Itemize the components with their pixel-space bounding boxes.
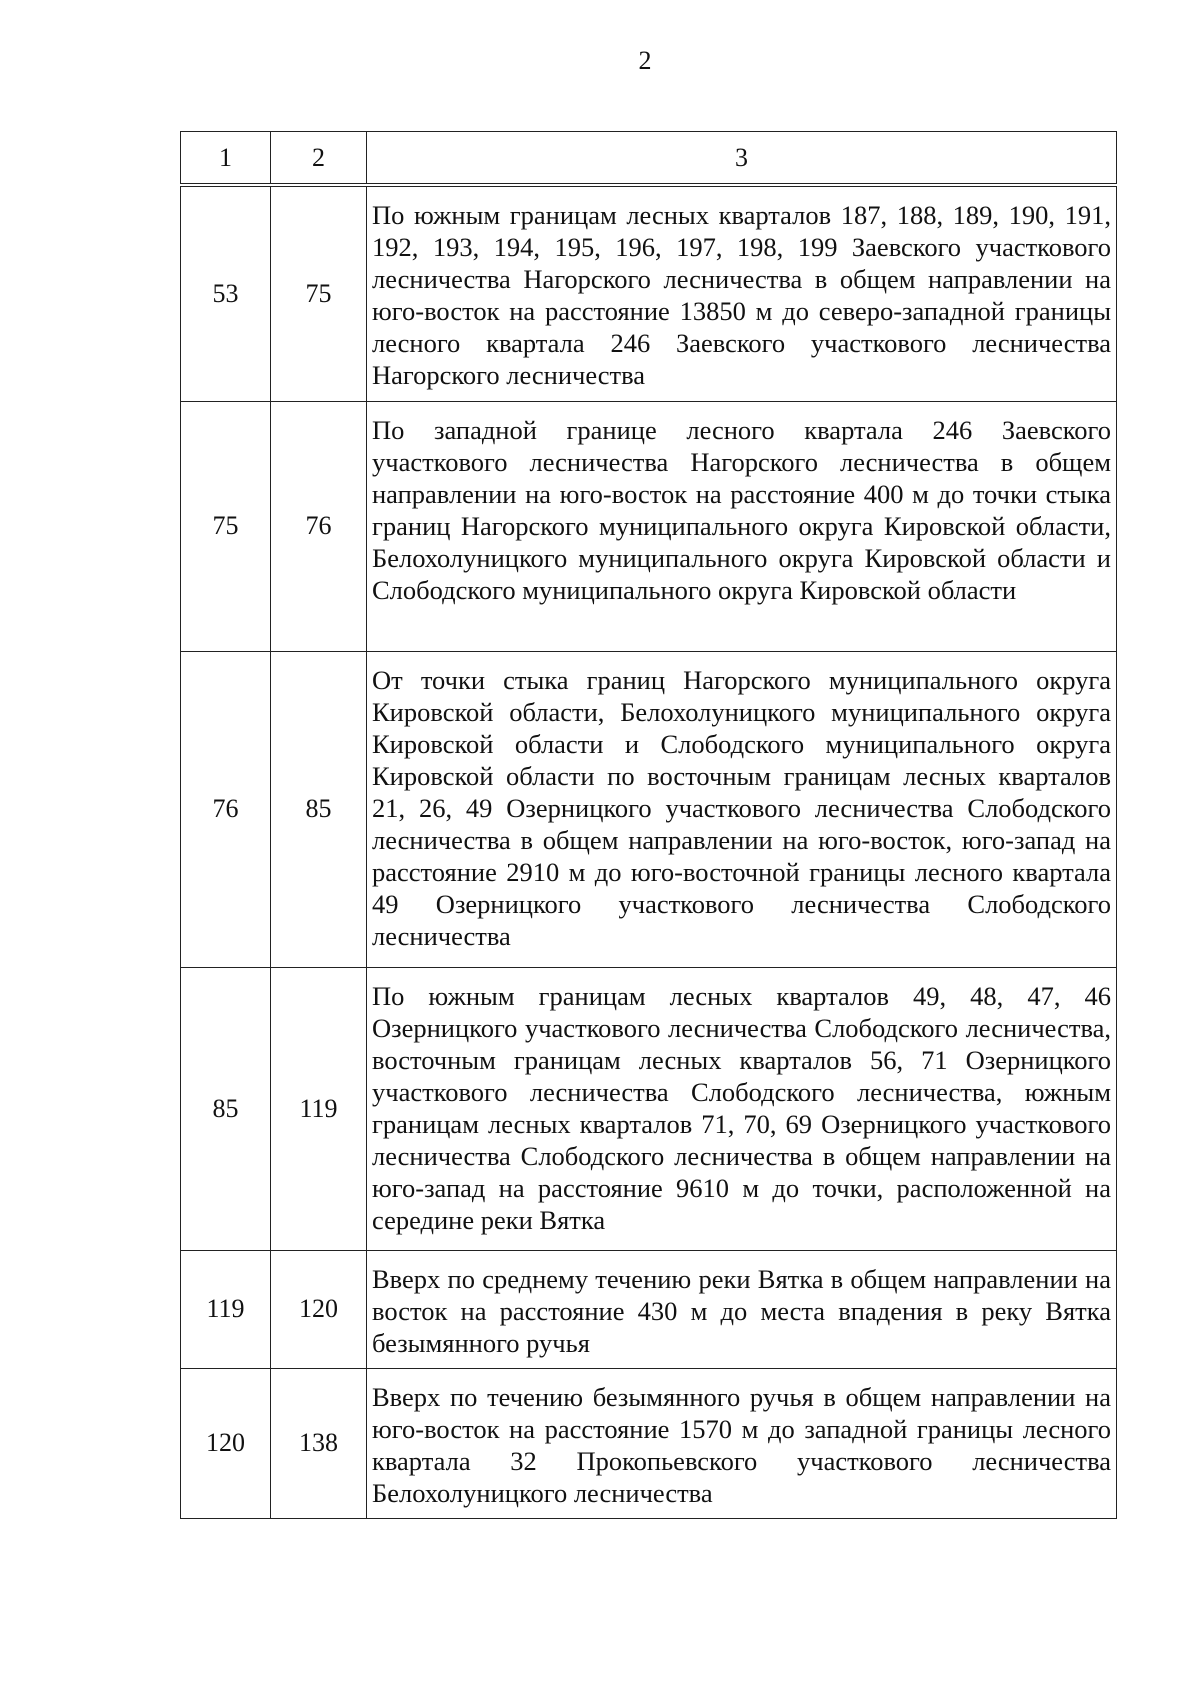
point-from: 76 xyxy=(181,651,271,967)
table-row xyxy=(181,185,1117,401)
table-row xyxy=(181,1250,1117,1368)
point-from: 75 xyxy=(181,401,271,651)
header-col-3: 3 xyxy=(367,132,1117,186)
header-col-1: 1 xyxy=(181,132,271,186)
header-col-2: 2 xyxy=(271,132,367,186)
point-from: 53 xyxy=(181,185,271,401)
table-row xyxy=(181,967,1117,1250)
point-from: 119 xyxy=(181,1250,271,1368)
point-to: 138 xyxy=(271,1368,367,1518)
boundary-description: По южным границам лесных кварталов 187, 188, 189, 190, 191, 192, 193, 194, 195, 196, 197, 198, 199 Заевского участкового лесничества Нагорского лесничества в общем направлении на юго-восток на расстояние 13850 м до северо-западной границы лесного квартала 246 Заевского участкового лесничества Нагорского лесничества xyxy=(367,185,1117,401)
point-to: 120 xyxy=(271,1250,367,1368)
boundary-description: По западной границе лесного квартала 246 Заевского участкового лесничества Нагорского лесничества в общем направлении на юго-восток на расстояние 400 м до точки стыка границ Нагорского муниципального округа Кировской области, Белохолуницкого муниципального округа Кировской области и Слободского муниципального округа Кировской области xyxy=(367,401,1117,651)
boundary-description: По южным границам лесных кварталов 49, 48, 47, 46 Озерницкого участкового лесничества Слободского лесничества, восточным границам лесных кварталов 56, 71 Озерницкого участкового лесничества Слободского лесничества, южным границам лесных кварталов 71, 70, 69 Озерницкого участкового лесничества Слободского лесничества в общем направлении на юго-запад на расстояние 9610 м до точки, расположенной на середине реки Вятка xyxy=(367,967,1117,1250)
point-from: 120 xyxy=(181,1368,271,1518)
point-to: 85 xyxy=(271,651,367,967)
boundary-description: От точки стыка границ Нагорского муниципального округа Кировской области, Белохолуницкого муниципального округа Кировской области и Слободского муниципального округа Кировской области по восточным границам лесных кварталов 21, 26, 49 Озерницкого участкового лесничества Слободского лесничества в общем направлении на юго-восток, юго-запад на расстояние 2910 м до юго-восточной границы лесного квартала 49 Озерницкого участкового лесничества Слободского лесничества xyxy=(367,651,1117,967)
point-from: 85 xyxy=(181,967,271,1250)
point-to: 75 xyxy=(271,185,367,401)
page-number: 2 xyxy=(638,46,652,75)
boundary-description: Вверх по среднему течению реки Вятка в общем направлении на восток на расстояние 430 м до места впадения в реку Вятка безымянного ручья xyxy=(367,1250,1117,1368)
table-row xyxy=(181,401,1117,651)
point-to: 76 xyxy=(271,401,367,651)
boundary-table xyxy=(180,131,1117,1519)
point-to: 119 xyxy=(271,967,367,1250)
boundary-description: Вверх по течению безымянного ручья в общем направлении на юго-восток на расстояние 1570 м до западной границы лесного квартала 32 Прокопьевского участкового лесничества Белохолуницкого лесничества xyxy=(367,1368,1117,1518)
table-header-row xyxy=(181,132,1117,186)
table-row xyxy=(181,1368,1117,1518)
table-row xyxy=(181,651,1117,967)
